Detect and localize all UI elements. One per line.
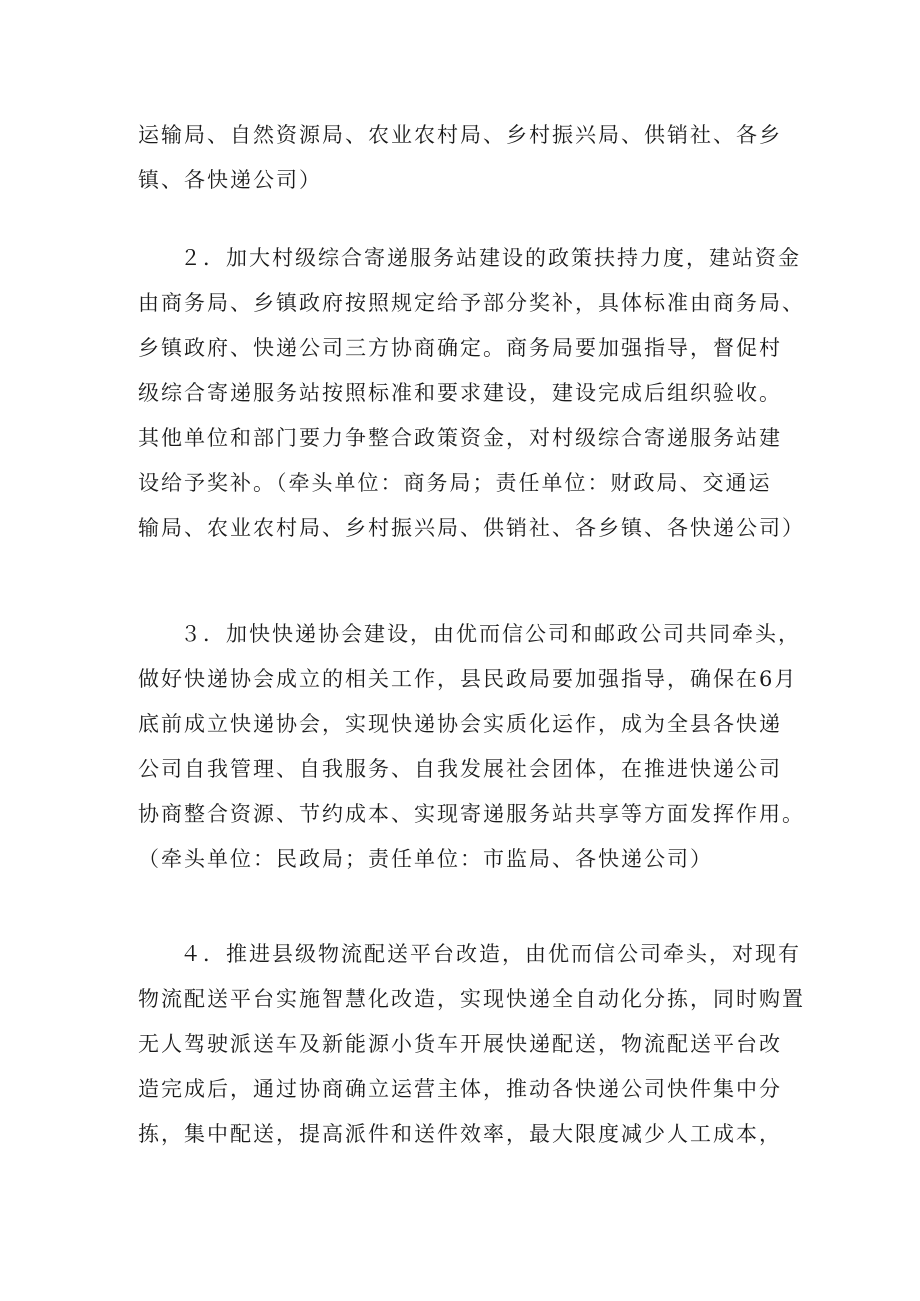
text-line: 拣，集中配送，提高派件和送件效率，最大限度减少人工成本， xyxy=(138,1122,782,1146)
text-line: 设给予奖补。（牵头单位：商务局；责任单位：财政局、交通运 xyxy=(138,471,772,495)
text-line: 物流配送平台实施智慧化改造，实现快递全自动化分拣，同时购置 xyxy=(138,987,805,1011)
text-line: 公司自我管理、自我服务、自我发展社会团体，在推进快递公司 xyxy=(138,757,782,781)
paragraph-item-3 xyxy=(138,612,805,882)
text-line: 运输局、自然资源局、农业农村局、乡村振兴局、供销社、各乡 xyxy=(138,123,782,147)
paragraph-item-2 xyxy=(138,236,805,551)
text-line: 镇、各快递公司） xyxy=(138,168,322,192)
text-line: （牵头单位：民政局；责任单位：市监局、各快递公司） xyxy=(138,847,713,871)
text-line: ２．加大村级综合寄递服务站建设的政策扶持力度，建站资金 xyxy=(180,246,801,270)
text-line: ３．加快快递协会建设，由优而信公司和邮政公司共同牵头， xyxy=(180,622,801,646)
text-line: 底前成立快递协会，实现快递协会实质化运作，成为全县各快递 xyxy=(138,712,782,736)
text-line: 做好快递协会成立的相关工作，县民政局要加强指导，确保在6月 xyxy=(138,667,798,691)
text-line: 级综合寄递服务站按照标准和要求建设，建设完成后组织验收。 xyxy=(138,381,782,405)
text-line: ４．推进县级物流配送平台改造，由优而信公司牵头，对现有 xyxy=(180,942,801,966)
text-line: 协商整合资源、节约成本、实现寄递服务站共享等方面发挥作用。 xyxy=(138,802,805,826)
text-line: 乡镇政府、快递公司三方协商确定。商务局要加强指导，督促村 xyxy=(138,336,782,360)
text-line: 输局、农业农村局、乡村振兴局、供销社、各乡镇、各快递公司） xyxy=(138,516,805,540)
text-line: 其他单位和部门要力争整合政策资金，对村级综合寄递服务站建 xyxy=(138,426,782,450)
paragraph-item-4 xyxy=(138,932,805,1157)
paragraph-continuation xyxy=(138,113,798,203)
text-line: 无人驾驶派送车及新能源小货车开展快递配送，物流配送平台改 xyxy=(138,1032,782,1056)
text-line: 造完成后，通过协商确立运营主体，推动各快递公司快件集中分 xyxy=(138,1077,782,1101)
text-line: 由商务局、乡镇政府按照规定给予部分奖补，具体标准由商务局、 xyxy=(138,291,805,315)
